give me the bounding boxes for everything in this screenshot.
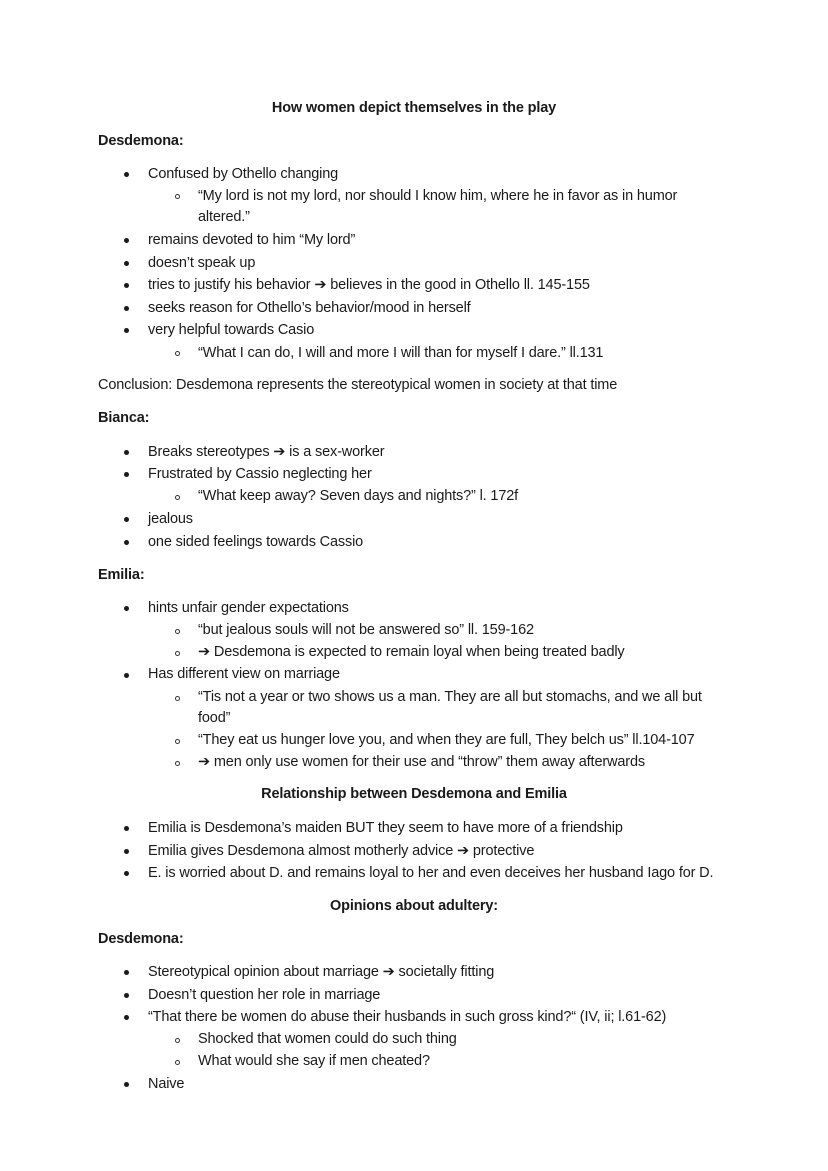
list-item: remains devoted to him “My lord” — [148, 232, 356, 248]
sub-list-item: ➔ Desdemona is expected to remain loyal when being treated badly — [198, 644, 625, 660]
bullet-icon — [124, 606, 129, 611]
sub-list-item-continuation: food” — [198, 710, 231, 726]
sub-bullet-icon — [175, 194, 180, 199]
list-item: E. is worried about D. and remains loyal to her and even deceives her husband Iago for D. — [148, 865, 714, 881]
sub-list-item-continuation: altered.” — [198, 209, 250, 225]
list-item: Breaks stereotypes ➔ is a sex-worker — [148, 444, 385, 460]
sub-bullet-icon — [175, 495, 180, 500]
bullet-icon — [124, 238, 129, 243]
bullet-icon — [124, 306, 129, 311]
document-title: How women depict themselves in the play — [271, 100, 557, 116]
section-title-adultery: Opinions about adultery: — [330, 898, 498, 914]
sub-bullet-icon — [175, 651, 180, 656]
bullet-icon — [124, 261, 129, 266]
sub-list-item: “but jealous souls will not be answered so” ll. 159-162 — [198, 622, 534, 638]
sub-bullet-icon — [175, 351, 180, 356]
bullet-icon — [124, 826, 129, 831]
conclusion-text: Conclusion: Desdemona represents the stereotypical women in society at that time — [98, 377, 618, 393]
sub-list-item: “What keep away? Seven days and nights?” l. 172f — [198, 488, 519, 504]
section-label-desdemona: Desdemona: — [98, 133, 184, 149]
bullet-icon — [124, 517, 129, 522]
sub-list-item: “My lord is not my lord, nor should I know him, where he in favor as in humor — [198, 188, 678, 204]
bullet-icon — [124, 993, 129, 998]
bullet-icon — [124, 472, 129, 477]
list-item: “That there be women do abuse their husbands in such gross kind?“ (IV, ii; l.61-62) — [148, 1009, 667, 1025]
sub-bullet-icon — [175, 1060, 180, 1065]
sub-list-item: ➔ men only use women for their use and “throw” them away afterwards — [198, 754, 645, 770]
bullet-icon — [124, 172, 129, 177]
list-item: Doesn’t question her role in marriage — [148, 987, 381, 1003]
list-item: hints unfair gender expectations — [148, 600, 349, 616]
list-item: Confused by Othello changing — [148, 166, 339, 182]
sub-bullet-icon — [175, 739, 180, 744]
bullet-icon — [124, 540, 129, 545]
sub-bullet-icon — [175, 761, 180, 766]
bullet-icon — [124, 283, 129, 288]
bullet-icon — [124, 450, 129, 455]
sub-list-item: “What I can do, I will and more I will than for myself I dare.” ll.131 — [198, 345, 604, 361]
list-item: Emilia gives Desdemona almost motherly advice ➔ protective — [148, 843, 535, 859]
bullet-icon — [124, 871, 129, 876]
bullet-icon — [124, 1082, 129, 1087]
list-item: very helpful towards Casio — [148, 322, 315, 338]
list-item: Naive — [148, 1076, 185, 1092]
bullet-icon — [124, 970, 129, 975]
sub-list-item: “They eat us hunger love you, and when they are full, They belch us” ll.104-107 — [198, 732, 695, 748]
list-item: seeks reason for Othello’s behavior/mood in herself — [148, 300, 471, 316]
list-item: Emilia is Desdemona’s maiden BUT they seem to have more of a friendship — [148, 820, 623, 836]
section-label-desdemona-adultery: Desdemona: — [98, 931, 184, 947]
list-item: jealous — [148, 511, 193, 527]
list-item: tries to justify his behavior ➔ believes in the good in Othello ll. 145-155 — [148, 277, 590, 293]
sub-bullet-icon — [175, 696, 180, 701]
section-label-emilia: Emilia: — [98, 567, 145, 583]
sub-list-item: Shocked that women could do such thing — [198, 1031, 457, 1047]
section-title-relationship: Relationship between Desdemona and Emilia — [261, 786, 567, 802]
bullet-icon — [124, 328, 129, 333]
bullet-icon — [124, 1015, 129, 1020]
sub-list-item: What would she say if men cheated? — [198, 1053, 430, 1069]
list-item: one sided feelings towards Cassio — [148, 534, 364, 550]
bullet-icon — [124, 849, 129, 854]
section-label-bianca: Bianca: — [98, 410, 150, 426]
sub-bullet-icon — [175, 629, 180, 634]
list-item: doesn’t speak up — [148, 255, 256, 271]
list-item: Frustrated by Cassio neglecting her — [148, 466, 372, 482]
sub-list-item: “Tis not a year or two shows us a man. They are all but stomachs, and we all but — [198, 689, 702, 705]
sub-bullet-icon — [175, 1038, 180, 1043]
list-item: Stereotypical opinion about marriage ➔ societally fitting — [148, 964, 495, 980]
list-item: Has different view on marriage — [148, 666, 340, 682]
bullet-icon — [124, 673, 129, 678]
